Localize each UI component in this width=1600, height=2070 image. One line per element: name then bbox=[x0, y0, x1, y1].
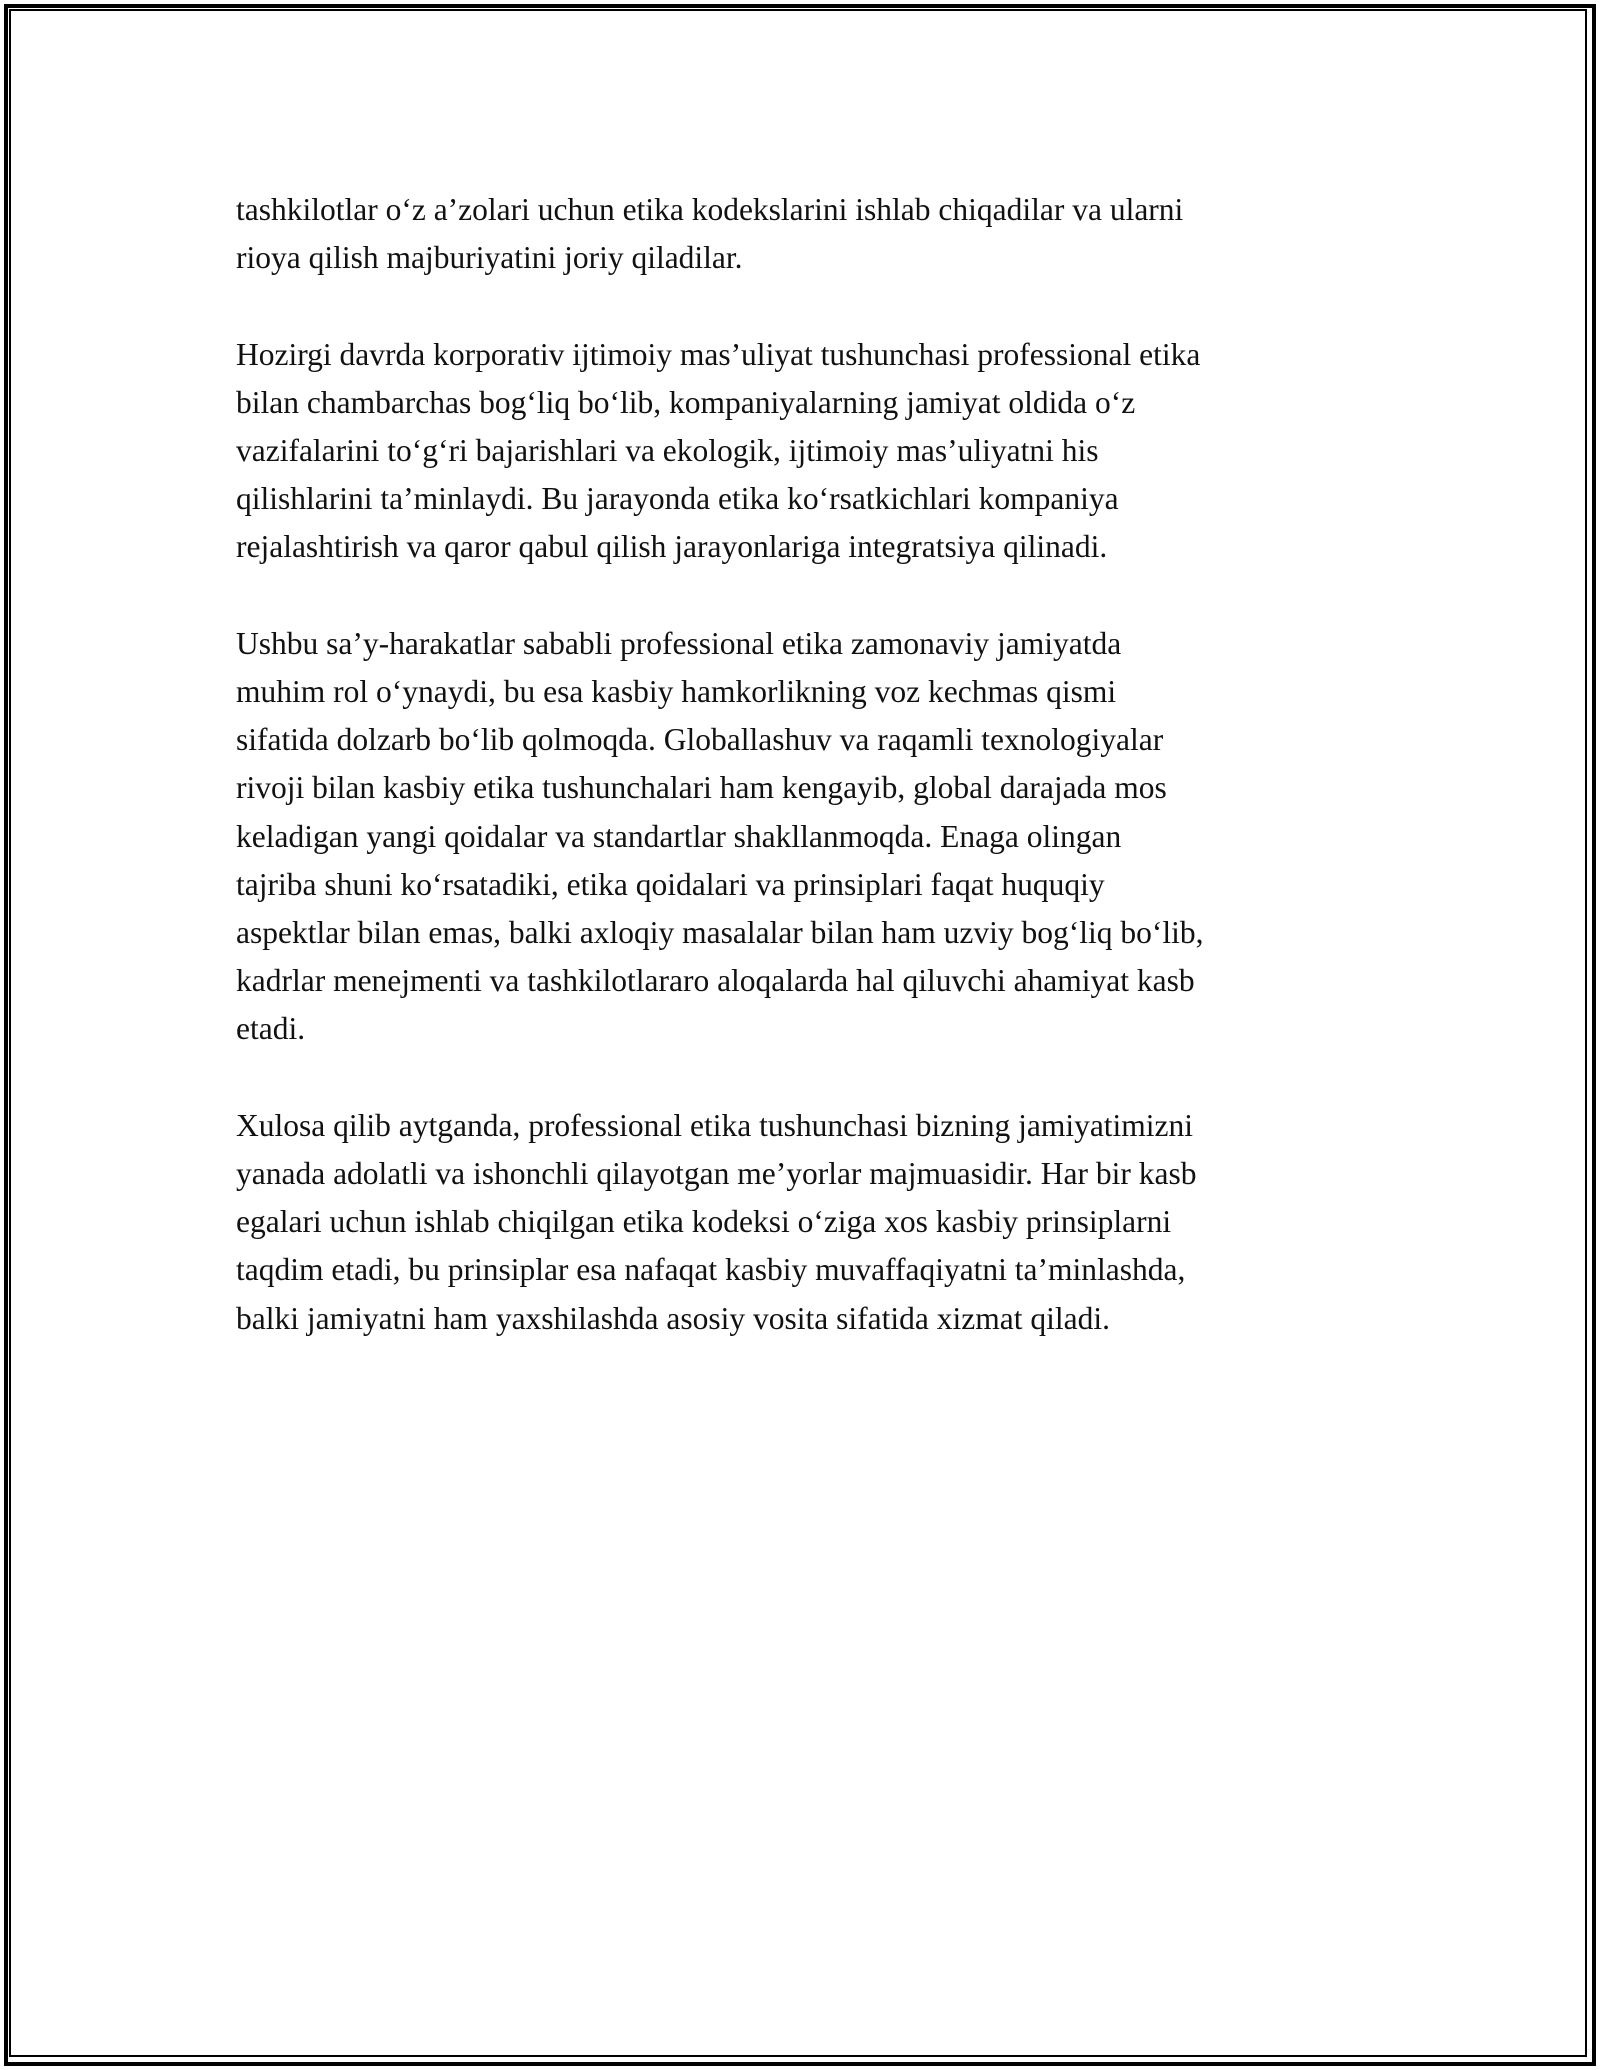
paragraph-line: egalari uchun ishlab chiqilgan etika kodeksi o‘ziga xos kasbiy prinsiplarni bbox=[236, 1204, 1172, 1240]
paragraph-line: qilishlarini ta’minlaydi. Bu jarayonda etika ko‘rsatkichlari kompaniya bbox=[236, 481, 1119, 517]
document-body bbox=[236, 186, 1366, 1391]
paragraph-line: etadi. bbox=[236, 1011, 306, 1047]
paragraph-line: bilan chambarchas bog‘liq bo‘lib, kompaniyalarning jamiyat oldida o‘z bbox=[236, 384, 1136, 420]
paragraph-line: tajriba shuni ko‘rsatadiki, etika qoidalari va prinsiplari faqat huquqiy bbox=[236, 866, 1105, 902]
paragraph-2 bbox=[236, 331, 1366, 572]
paragraph-line: Hozirgi davrda korporativ ijtimoiy mas’uliyat tushunchasi professional etika bbox=[236, 336, 1201, 372]
paragraph-line: balki jamiyatni ham yaxshilashda asosiy vosita sifatida xizmat qiladi. bbox=[236, 1300, 1110, 1336]
paragraph-line: vazifalarini to‘g‘ri bajarishlari va ekologik, ijtimoiy mas’uliyatni his bbox=[236, 433, 1099, 468]
paragraph-line: sifatida dolzarb bo‘lib qolmoqda. Globallashuv va raqamli texnologiyalar bbox=[236, 722, 1164, 758]
paragraph-1 bbox=[236, 186, 1366, 282]
paragraph-line: kadrlar menejmenti va tashkilotlararo aloqalarda hal qiluvchi ahamiyat kasb bbox=[236, 963, 1195, 999]
paragraph-line: taqdim etadi, bu prinsiplar esa nafaqat kasbiy muvaffaqiyatni ta’minlashda, bbox=[236, 1252, 1186, 1288]
paragraph-line: keladigan yangi qoidalar va standartlar shakllanmoqda. Enaga olingan bbox=[236, 818, 1122, 854]
paragraph-line: Xulosa qilib aytganda, professional etika tushunchasi bizning jamiyatimizni bbox=[236, 1107, 1194, 1143]
paragraph-line: rivoji bilan kasbiy etika tushunchalari ham kengayib, global darajada mos bbox=[236, 770, 1167, 806]
paragraph-line: rejalashtirish va qaror qabul qilish jarayonlariga integratsiya qilinadi. bbox=[236, 529, 1108, 565]
paragraph-line: rioya qilish majburiyatini joriy qiladilar. bbox=[236, 240, 743, 276]
paragraph-3 bbox=[236, 620, 1366, 1054]
paragraph-line: Ushbu sa’y-harakatlar sababli professional etika zamonaviy jamiyatda bbox=[236, 625, 1122, 661]
paragraph-line: muhim rol o‘ynaydi, bu esa kasbiy hamkorlikning voz kechmas qismi bbox=[236, 674, 1117, 709]
paragraph-line: yanada adolatli va ishonchli qilayotgan me’yorlar majmuasidir. Har bir kasb bbox=[236, 1156, 1197, 1192]
paragraph-4 bbox=[236, 1102, 1366, 1343]
paragraph-line: aspektlar bilan emas, balki axloqiy masalalar bilan ham uzviy bog‘liq bo‘lib, bbox=[236, 915, 1204, 951]
paragraph-line: tashkilotlar o‘z a’zolari uchun etika kodekslarini ishlab chiqadilar va ularni bbox=[236, 192, 1184, 227]
